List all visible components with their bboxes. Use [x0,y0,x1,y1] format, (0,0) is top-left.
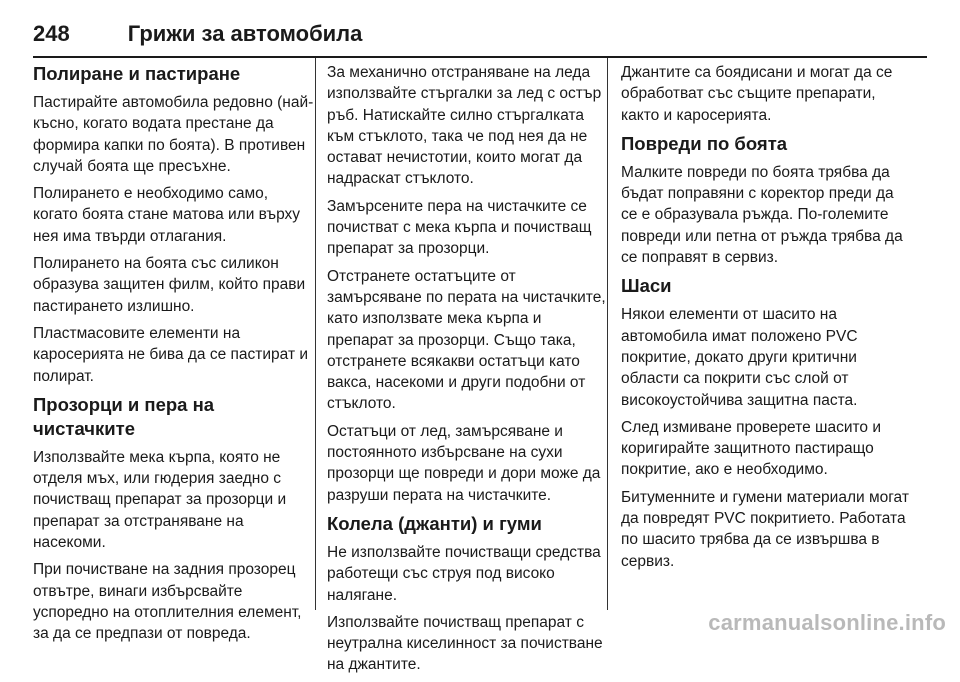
paragraph: Пластмасовите елементи на каросерията не бива да се пастират и полират. [33,324,309,385]
text-column-3 [621,62,911,578]
paragraph: След измиване проверете шасито и коригирайте защитното пастиращо покритие, ако е необходимо. [621,418,881,479]
page-header [33,14,927,54]
section-heading: Шаси [621,275,672,297]
text-column-1 [33,62,315,651]
paragraph: Не използвайте почистващи средства работещи със струя под високо налягане. [327,543,601,604]
paragraph: Отстранете остатъците от замърсяване по перата на чистачките, като използвате мека кърпа и препарат за прозорци. Също така, отстранете всякакви остатъци като вакса, насекоми и други подобни от стъклото. [327,267,606,413]
paragraph: Използвайте почистващ препарат с неутрална киселинност за почистване на джантите. [327,613,603,674]
paragraph: Остатъци от лед, замърсяване и постоянното избърсване на сухи прозорци ще повреди и дори може да разруши перата на чистачките. [327,422,601,504]
paragraph: За механично отстраняване на леда използвайте стъргалки за лед с остър ръб. Натискайте силно стъргалката към стъклото, така че под нея да не остават нечистотии, които могат да надраскат стъклото. [327,64,602,188]
section-heading: Колела (джанти) и гуми [327,512,542,534]
chapter-title: Грижи за автомобила [127,21,363,46]
paragraph: Малките повреди по боята трябва да бъдат поправяни с коректор преди да се е образувала ръжда. По-големите повреди или петна от ръжда трябва да се поправят в сервиз. [621,163,903,267]
section-heading: Прозорци и пера на чистачките [33,393,215,439]
paragraph: Джантите са боядисани и могат да се обработват със същите препарати, както и каросерията. [621,64,893,124]
paragraph: Замърсените пера на чистачките се почистват с мека кърпа и почистващ препарат за прозорци. [327,197,592,258]
paragraph: Пастирайте автомобила редовно (най-късно, когато водата престане да формира капки по боята). В противен случай боята ще пресъхне. [33,94,314,175]
paragraph: Битуменните и гумени материали могат да повредят PVC покритието. Работата по шасито трябва да се извършва в сервиз. [621,488,909,570]
paragraph: Някои елементи от шасито на автомобила имат положено PVC покритие, докато други критични области са покрити със слой от високоустойчива защитна паста. [621,306,858,409]
section-heading: Повреди по боята [621,132,788,154]
header-rule [33,56,927,58]
paragraph: При почистване на задния прозорец отвътре, винаги избърсвайте успоредно на отоплителния елемент, за да се предпази от повреда. [33,561,302,643]
text-column-2 [327,62,609,682]
page-number: 248 [33,21,70,46]
watermark: carmanualsonline.info [708,610,946,635]
paragraph: Използвайте мека кърпа, която не отделя мъх, или гюдерия заедно с почистващ препарат за прозорци и препарат за отстраняване на насекоми. [33,448,287,552]
paragraph: Полирането е необходимо само, когато боята стане матова или върху нея има твърди отлагания. [33,185,301,245]
section-heading: Полиране и пастиране [33,63,241,84]
paragraph: Полирането на боята със силикон образува защитен филм, който прави пастирането излишно. [33,255,306,315]
column-divider-1 [315,58,316,610]
